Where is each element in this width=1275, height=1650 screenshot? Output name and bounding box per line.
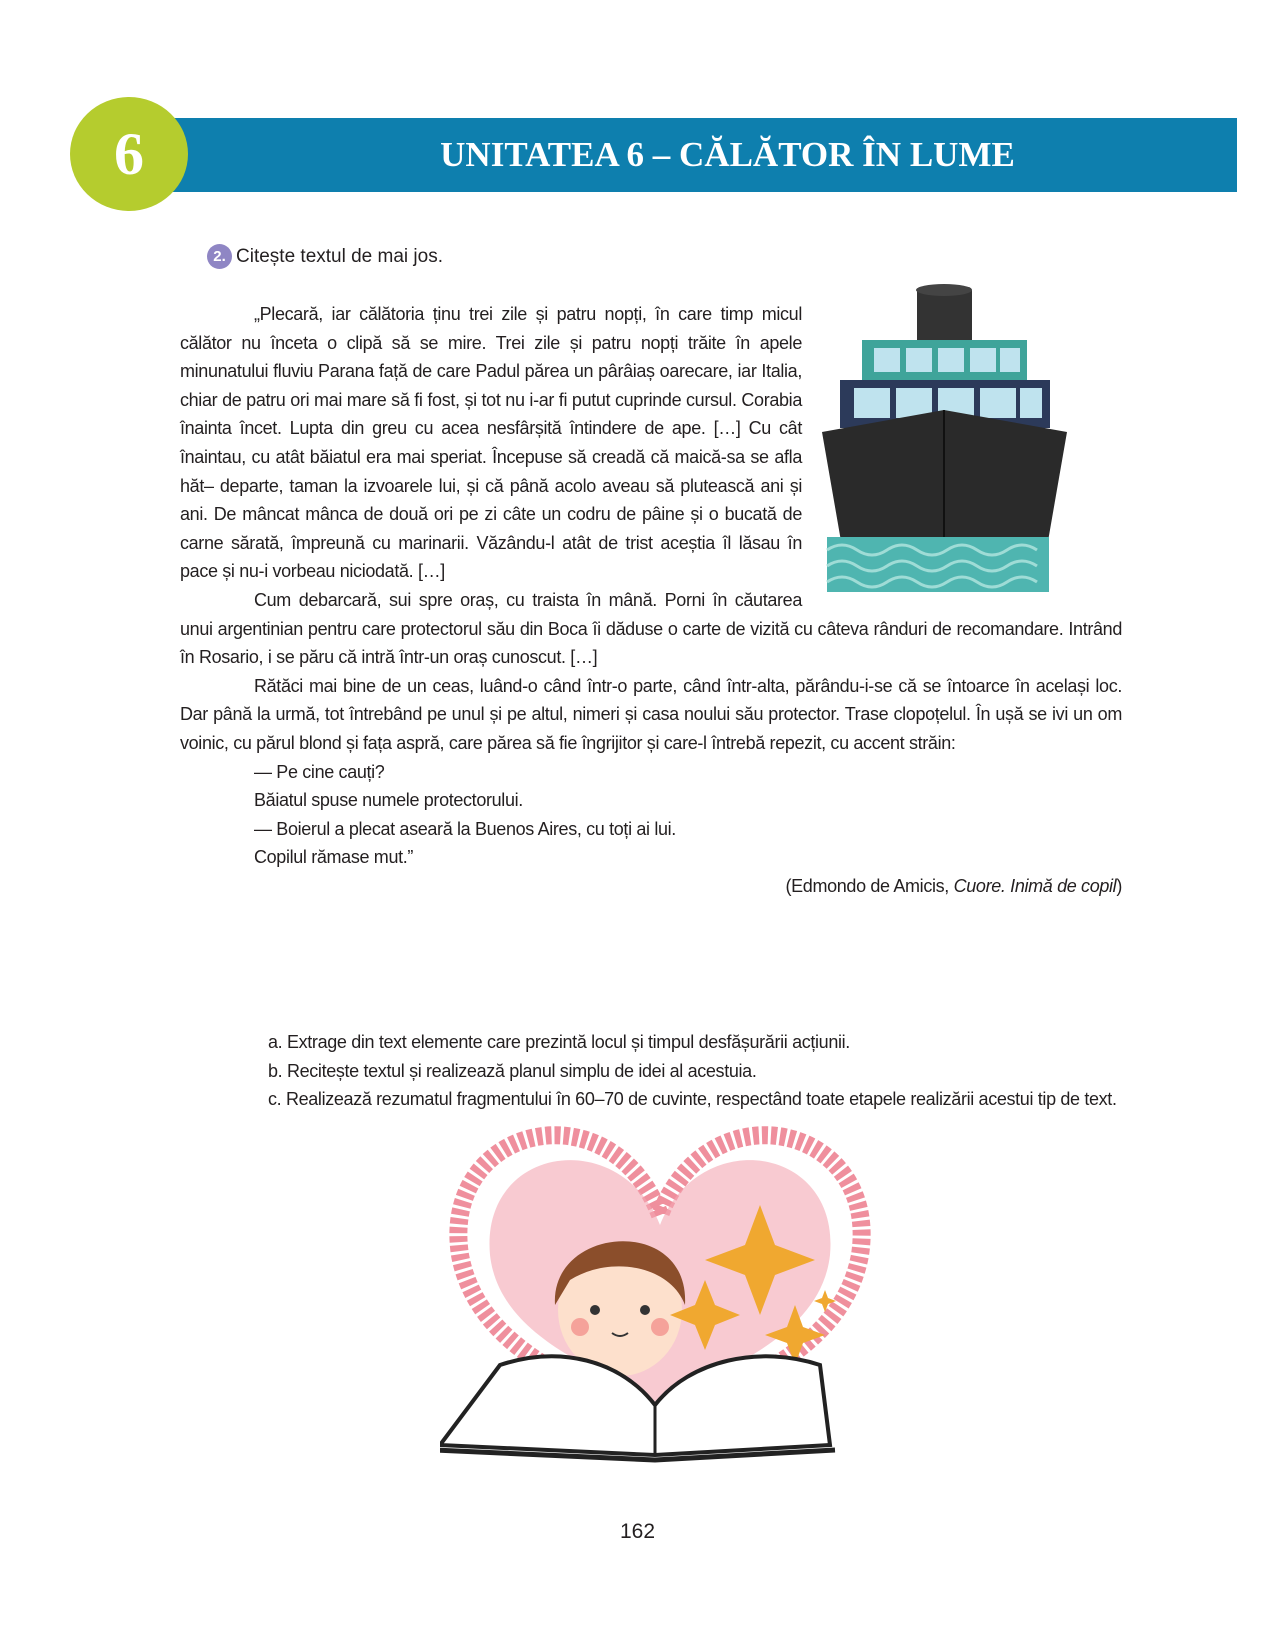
source-citation	[180, 872, 1122, 901]
dialogue-line: — Pe cine cauți?	[254, 761, 385, 782]
page-number: 162	[619, 1520, 656, 1543]
ship-illustration	[822, 282, 1122, 612]
unit-banner	[168, 118, 1237, 192]
questions	[240, 1028, 1122, 1114]
task-heading	[207, 244, 443, 269]
source-author: (Edmondo de Amicis,	[785, 875, 954, 896]
paragraph-1: „Plecară, iar călătoria ținu trei zile și patru nopți, în care timp micul călător nu înceta o clipă să se mire. Trei zile și patru nopți trăite în apele minunatului fluviu Parana față de care Padul părea un pârâiaș oarecare, iar Italia, chiar de patru ori mai mare să fi fost, și tot nu i-ar fi putut cuprinde cursul. Corabia înainta încet. Lupta din greu cu acea nesfârșită întindere de ape. […] Cu cât înaintau, cu atât băiatul era mai speriat. Începuse să creadă că maică-sa se afla hăt– departe, taman la izvoarele lui, și că până acolo aveau să plutească ani și ani. De mâncat mânca de două ori pe zi câte un codru de pâine și o bucată de carne sărată, împreună cu marinarii. Văzându-l atât de trist aceștia îl lăsau în pace și nu-i vorbeau niciodată. […]	[180, 304, 802, 582]
source-end: )	[1116, 875, 1122, 896]
question-a: a. Extrage din text elemente care prezintă locul și timpul desfășurării acțiunii.	[268, 1032, 850, 1052]
dialogue-line: — Boierul a plecat aseară la Buenos Aires, cu toți ai lui.	[254, 818, 676, 839]
task-instruction: Citește textul de mai jos.	[236, 245, 443, 267]
question-b: b. Recitește textul și realizează planul simplu de idei al acestuia.	[268, 1060, 757, 1081]
unit-number-badge: 6	[70, 97, 188, 211]
source-title: Cuore. Inimă de copil	[953, 875, 1117, 896]
paragraph-2: Cum debarcară, sui spre oraș, cu traista în mână. Porni în căutarea unui argentinian pentru care protectorul său din Boca îi dăduse o carte de vizită cu câteva rânduri de recomandare. Intrând în Rosario, i se păru că intră într-un oraș cunoscut. […]	[180, 589, 1122, 668]
task-number-badge: 2.	[207, 244, 232, 269]
paragraph-3: Rătăci mai bine de un ceas, luând-o când într-o parte, când într-alta, părându-i-se că se întoarce în același loc. Dar până la urmă, tot întrebând pe unul și pe altul, nimeri și casa noului său protector. Trase clopoțelul. În ușă se ivi un om voinic, cu părul blond și fața aspră, care părea să fie îngrijitor și care-l întrebă repezit, cu accent străin:	[180, 675, 1122, 753]
dialogue-line: Băiatul spuse numele protectorului.	[254, 790, 523, 811]
unit-title: UNITATEA 6 – CĂLĂTOR ÎN LUME	[440, 135, 1015, 174]
reading-text	[180, 300, 1122, 900]
question-c: c. Realizează rezumatul fragmentului în 60–70 de cuvinte, respectând toate etapele realizării acestui tip de text.	[268, 1089, 1117, 1110]
dialogue-line: Copilul rămase mut.”	[254, 847, 414, 868]
child-reading-book-illustration	[440, 1105, 880, 1505]
